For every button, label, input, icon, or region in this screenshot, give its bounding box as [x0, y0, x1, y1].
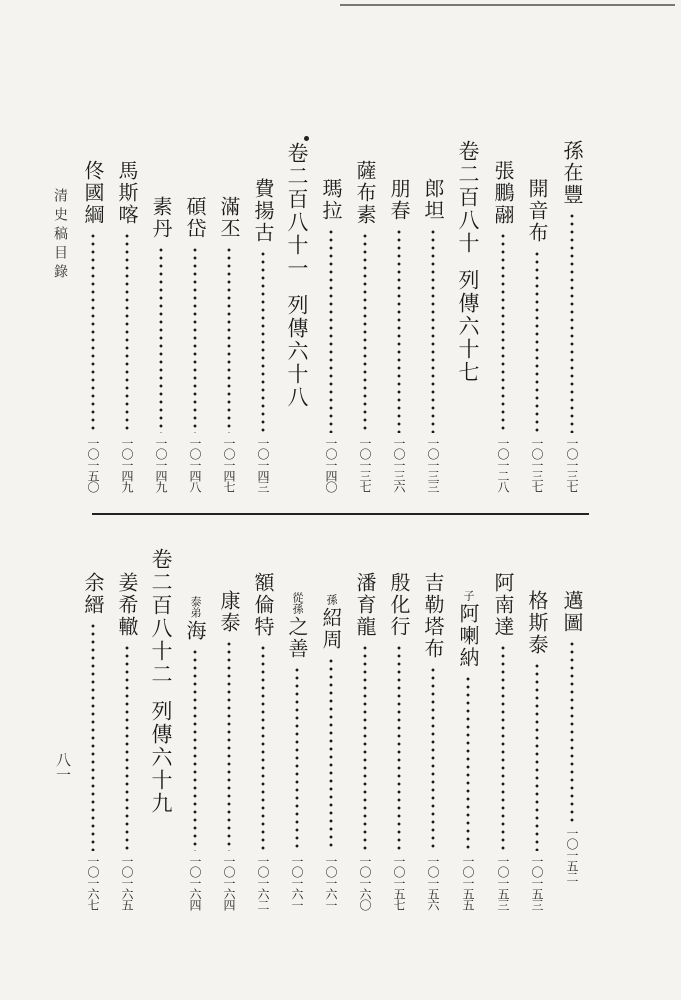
entry-name: 馬斯喀 [115, 160, 139, 226]
entry-page: 一〇一五七 [392, 855, 406, 910]
toc-entry[interactable] [248, 572, 278, 910]
entry-name: 佟國綱 [81, 160, 105, 226]
toc-entry[interactable] [248, 178, 278, 492]
toc-entry[interactable] [214, 590, 244, 910]
dot-leader [570, 640, 574, 823]
entry-page: 一〇一五三 [530, 855, 544, 910]
entry-page: 一〇一四三 [256, 437, 270, 492]
entry-page: 一〇一二八 [496, 437, 510, 492]
entry-page: 一〇一四〇 [324, 437, 338, 492]
entry-name: 紹周 [319, 607, 343, 651]
dot-leader [397, 228, 401, 433]
toc-entry[interactable] [78, 572, 108, 910]
dot-leader [193, 648, 197, 851]
biography-number: 列傳六十九 [149, 700, 173, 815]
dot-leader [125, 232, 129, 433]
entry-name: 朋春 [387, 178, 411, 222]
entry-page: 一〇一六一 [324, 855, 338, 910]
toc-entry[interactable] [453, 590, 483, 910]
entry-page: 一〇一五六 [426, 855, 440, 910]
dot-leader [363, 232, 367, 433]
running-head: 清史稿目錄 [52, 188, 68, 283]
entry-page: 一〇一六五 [120, 855, 134, 910]
biography-number: 列傳六十七 [456, 269, 480, 384]
dot-leader [261, 644, 265, 851]
middle-divider-rule [92, 513, 589, 515]
dot-leader [125, 644, 129, 851]
entry-page: 一〇一三七 [565, 437, 579, 492]
toc-entry[interactable] [488, 572, 518, 910]
entry-name: 薩布素 [353, 160, 377, 226]
entry-name: 碩岱 [183, 196, 207, 240]
relation-prefix: 孫 [325, 594, 338, 605]
volume-number: 卷二百八十 [456, 140, 480, 255]
entry-name: 費揚古 [251, 178, 275, 244]
entry-page: 一〇一六一 [290, 855, 304, 910]
dot-leader [535, 662, 539, 851]
dot-leader [193, 246, 197, 433]
dot-leader [91, 232, 95, 433]
dot-leader [295, 666, 299, 851]
entry-page: 一〇一六四 [188, 855, 202, 910]
dot-leader [431, 666, 435, 851]
toc-entry[interactable] [488, 160, 518, 492]
volume-heading [453, 140, 483, 384]
toc-entry[interactable] [146, 196, 176, 492]
bullet-mark [304, 136, 309, 141]
entry-page: 一〇一三七 [358, 437, 372, 492]
page-number: 八一 [54, 752, 72, 782]
toc-entry[interactable] [384, 178, 414, 492]
relation-prefix: 從孫 [291, 592, 304, 614]
entry-page: 一〇一六〇 [358, 855, 372, 910]
entry-name: 姜希轍 [115, 572, 139, 638]
entry-name: 邁圖 [560, 590, 584, 634]
toc-entry[interactable] [214, 196, 244, 492]
entry-page: 一〇一三七 [530, 437, 544, 492]
dot-leader [329, 657, 333, 851]
dot-leader [329, 228, 333, 433]
toc-entry[interactable] [384, 572, 414, 910]
dot-leader [397, 644, 401, 851]
volume-heading [282, 142, 312, 409]
entry-name: 潘育龍 [353, 572, 377, 638]
entry-name: 海 [183, 620, 207, 642]
entry-name: 殷化行 [387, 572, 411, 638]
toc-entry[interactable] [557, 140, 587, 492]
entry-page: 一〇一六二 [256, 855, 270, 910]
toc-entry[interactable] [112, 160, 142, 492]
entry-page: 一〇一五五 [461, 855, 475, 910]
toc-entry[interactable] [180, 596, 210, 910]
top-edge-rule [340, 4, 675, 6]
relation-prefix: 子 [462, 590, 475, 601]
toc-entry[interactable] [78, 160, 108, 492]
entry-name: 之善 [285, 616, 309, 660]
entry-name: 格斯泰 [525, 590, 549, 656]
entry-page: 一〇一五二 [565, 827, 579, 882]
volume-number: 卷二百八十二 [149, 548, 173, 686]
entry-page: 一〇一四七 [222, 437, 236, 492]
dot-leader [159, 246, 163, 433]
entry-page: 一〇一五〇 [86, 437, 100, 492]
entry-name: 余縉 [81, 572, 105, 616]
dot-leader [501, 232, 505, 433]
toc-entry[interactable] [350, 160, 380, 492]
entry-name: 開音布 [525, 178, 549, 244]
dot-leader [261, 250, 265, 433]
entry-name: 康泰 [217, 590, 241, 634]
toc-entry[interactable] [350, 572, 380, 910]
entry-name: 郎坦 [421, 178, 445, 222]
toc-entry[interactable] [418, 178, 448, 492]
toc-entry[interactable] [418, 572, 448, 910]
entry-name: 素丹 [149, 196, 173, 240]
toc-entry[interactable] [316, 178, 346, 492]
dot-leader [227, 640, 231, 851]
entry-name: 阿喇納 [456, 603, 480, 669]
entry-page: 一〇一四九 [120, 437, 134, 492]
entry-name: 滿丕 [217, 196, 241, 240]
toc-entry[interactable] [282, 592, 312, 910]
entry-name: 張鵬翮 [491, 160, 515, 226]
entry-page: 一〇一六四 [222, 855, 236, 910]
relation-prefix: 泰弟 [189, 596, 202, 618]
entry-name: 孫在豐 [560, 140, 584, 206]
entry-name: 瑪拉 [319, 178, 343, 222]
entry-page: 一〇一六七 [86, 855, 100, 910]
entry-name: 吉勒塔布 [421, 572, 445, 660]
dot-leader [363, 644, 367, 851]
toc-entry[interactable] [522, 178, 552, 492]
entry-name: 阿南達 [491, 572, 515, 638]
toc-entry[interactable] [180, 196, 210, 492]
entry-page: 一〇一三三 [426, 437, 440, 492]
entry-page: 一〇一四八 [188, 437, 202, 492]
entry-name: 額倫特 [251, 572, 275, 638]
toc-entry[interactable] [557, 590, 587, 882]
biography-number: 列傳六十八 [285, 294, 309, 409]
dot-leader [466, 675, 470, 851]
entry-page: 一〇一四九 [154, 437, 168, 492]
dot-leader [227, 246, 231, 433]
dot-leader [91, 622, 95, 851]
entry-page: 一〇一三六 [392, 437, 406, 492]
toc-entry[interactable] [316, 594, 346, 910]
volume-heading [146, 548, 176, 815]
toc-entry[interactable] [112, 572, 142, 910]
dot-leader [535, 250, 539, 433]
toc-entry[interactable] [522, 590, 552, 910]
volume-number: 卷二百八十一 [285, 142, 309, 280]
dot-leader [570, 212, 574, 433]
dot-leader [501, 644, 505, 851]
dot-leader [431, 228, 435, 433]
entry-page: 一〇一五三 [496, 855, 510, 910]
